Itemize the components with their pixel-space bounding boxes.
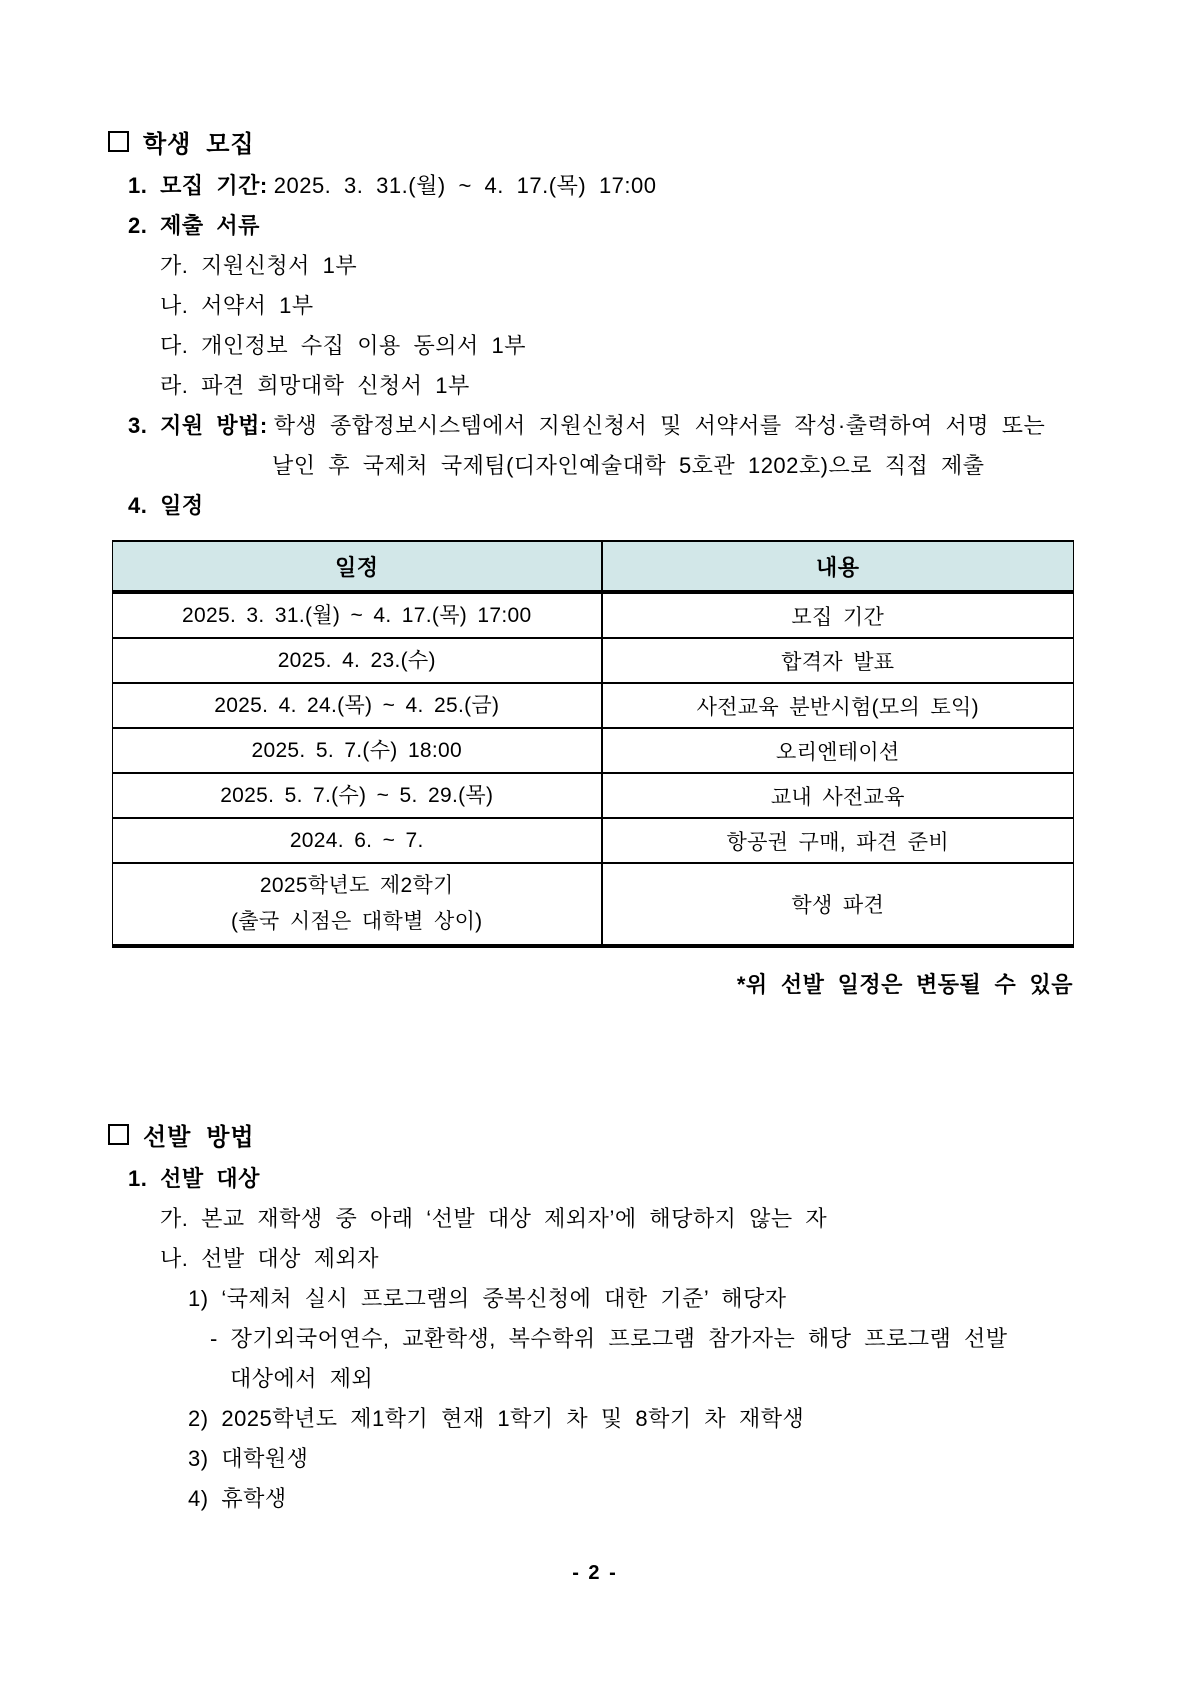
selection-item: 나. 선발 대상 제외자 [160,1246,379,1271]
schedule-date-line: 2025. 5. 7.(수) ~ 5. 29.(목) [220,783,494,807]
selection-item: 2) 2025학년도 제1학기 현재 1학기 차 및 8학기 차 재학생 [188,1406,805,1431]
schedule-note: *위 선발 일정은 변동될 수 있음 [736,972,1073,997]
documents-label: 2. 제출 서류 [128,213,260,238]
schedule-row [113,818,1074,863]
selection-section-title: 선발 방법 [143,1123,255,1151]
schedule-content-cell: 합격자 발표 [602,638,1074,683]
schedule-date-cell [113,728,602,773]
document-item: 라. 파견 희망대학 신청서 1부 [160,373,470,398]
schedule-date-line: 2024. 6. ~ 7. [289,828,424,852]
schedule-date-line: 2025. 5. 7.(수) 18:00 [251,738,462,762]
schedule-date-cell [113,683,602,728]
hollow-square-icon [108,131,129,152]
schedule-date-cell [113,638,602,683]
schedule-row [113,863,1074,946]
selection-section-heading [108,1119,1190,1149]
apply-method-text1: 학생 종합정보시스템에서 지원신청서 및 서약서를 작성·출력하여 서명 또는 [273,413,1046,438]
page-number: - 2 - [572,1562,618,1584]
schedule-row [113,683,1074,728]
schedule-date-line: 2025. 3. 31.(월) ~ 4. 17.(목) 17:00 [182,603,532,627]
hollow-square-icon [108,1124,129,1145]
apply-method-line2: 날인 후 국제처 국제팀(디자인예술대학 5호관 1202호)으로 직접 제출 [272,453,985,478]
selection-item: - 장기외국어연수, 교환학생, 복수학위 프로그램 참가자는 해당 프로그램 선발 [210,1326,1008,1351]
apply-method-line1 [128,406,1190,446]
schedule-date-cell [113,863,602,946]
schedule-date-cell [113,592,602,638]
recruitment-section-title: 학생 모집 [143,130,255,158]
schedule-header-row [113,541,1074,592]
recruitment-period-line [128,166,1190,206]
document-item: 다. 개인정보 수집 이용 동의서 1부 [160,333,526,358]
recruitment-section-heading [108,126,1190,156]
schedule-table [112,540,1074,948]
schedule-content-cell: 교내 사전교육 [602,773,1074,818]
schedule-row [113,592,1074,638]
schedule-date-line: (출국 시점은 대학별 상이) [231,910,483,933]
selection-item: 4) 휴학생 [188,1486,287,1511]
schedule-date-cell [113,818,602,863]
schedule-label: 4. 일정 [128,493,204,518]
schedule-row [113,773,1074,818]
document-item: 나. 서약서 1부 [160,293,314,318]
schedule-date-line: 2025학년도 제2학기 [259,874,454,897]
schedule-content-cell: 학생 파견 [602,863,1074,946]
selection-item: 가. 본교 재학생 중 아래 ‘선발 대상 제외자’에 해당하지 않는 자 [160,1206,828,1231]
schedule-row [113,728,1074,773]
schedule-content-cell: 항공권 구매, 파견 준비 [602,818,1074,863]
schedule-header-content: 내용 [602,541,1074,592]
selection-item: 1. 선발 대상 [128,1166,260,1191]
schedule-date-cell [113,773,602,818]
selection-item: 1) ‘국제처 실시 프로그램의 중복신청에 대한 기준’ 해당자 [188,1286,787,1311]
recruitment-body [108,166,1190,526]
apply-method-label: 3. 지원 방법: [128,413,268,438]
schedule-row [113,638,1074,683]
selection-items [108,1159,1190,1519]
selection-item: 대상에서 제외 [230,1366,374,1391]
schedule-content-cell: 사전교육 분반시험(모의 토익) [602,683,1074,728]
schedule-date-line: 2025. 4. 23.(수) [277,648,436,672]
recruitment-period-label: 1. 모집 기간: [128,173,268,198]
schedule-header-date: 일정 [113,541,602,592]
documents-list [108,246,1190,406]
document-item: 가. 지원신청서 1부 [160,253,358,278]
schedule-content-cell: 오리엔테이션 [602,728,1074,773]
schedule-content-cell: 모집 기간 [602,592,1074,638]
recruitment-period-value: 2025. 3. 31.(월) ~ 4. 17.(목) 17:00 [273,173,657,198]
schedule-date-line: 2025. 4. 24.(목) ~ 4. 25.(금) [214,693,500,717]
selection-section [108,1119,1190,1519]
selection-item: 3) 대학원생 [188,1446,309,1471]
